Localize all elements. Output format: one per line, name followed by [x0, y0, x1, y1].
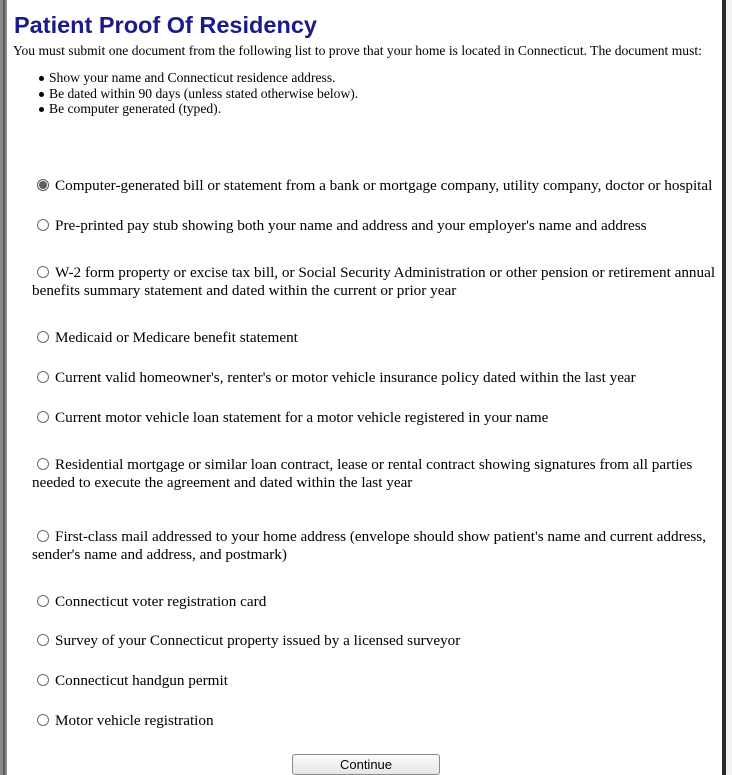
- option-label: Survey of your Connecticut property issued by a licensed surveyor: [55, 632, 461, 649]
- radio-button[interactable]: [37, 458, 49, 470]
- option-vehicle-registration[interactable]: [32, 712, 718, 730]
- option-label: Connecticut handgun permit: [55, 672, 228, 689]
- radio-button[interactable]: [37, 179, 49, 191]
- requirement-item: Be computer generated (typed).: [13, 101, 358, 117]
- option-label: Current valid homeowner's, renter's or motor vehicle insurance policy dated within the last year: [55, 369, 636, 386]
- radio-button[interactable]: [37, 530, 49, 542]
- option-pay-stub[interactable]: [32, 217, 718, 235]
- option-label: Medicaid or Medicare benefit statement: [55, 329, 298, 346]
- option-label: Motor vehicle registration: [55, 712, 214, 729]
- option-mortgage-lease[interactable]: [32, 456, 718, 492]
- option-medicaid-medicare[interactable]: [32, 329, 718, 347]
- radio-button[interactable]: [37, 634, 49, 646]
- option-handgun-permit[interactable]: [32, 672, 718, 690]
- page-title: Patient Proof Of Residency: [14, 12, 317, 38]
- radio-button[interactable]: [37, 219, 49, 231]
- window-right-edge: [722, 0, 732, 775]
- option-label: Computer-generated bill or statement from a bank or mortgage company, utility company, doctor or hospital: [55, 177, 713, 194]
- radio-button[interactable]: [37, 674, 49, 686]
- radio-button[interactable]: [37, 595, 49, 607]
- option-property-survey[interactable]: [32, 632, 718, 650]
- requirement-item: Be dated within 90 days (unless stated otherwise below).: [13, 86, 358, 102]
- option-label: Current motor vehicle loan statement for a motor vehicle registered in your name: [55, 409, 549, 426]
- radio-button[interactable]: [37, 411, 49, 423]
- page-content: [13, 0, 718, 775]
- radio-button[interactable]: [37, 714, 49, 726]
- option-label: W-2 form property or excise tax bill, or Social Security Administration or other pension or retirement annual benefits summary statement and dated within the current or prior year: [32, 264, 716, 299]
- requirement-item: Show your name and Connecticut residence address.: [13, 70, 358, 86]
- option-computer-generated-bill[interactable]: [32, 177, 718, 195]
- intro-text: You must submit one document from the following list to prove that your home is located in Connecticut. The document must:: [13, 43, 702, 58]
- requirements-list: [13, 70, 358, 117]
- option-label: Pre-printed pay stub showing both your name and address and your employer's name and address: [55, 217, 647, 234]
- window-left-edge: [0, 0, 7, 775]
- option-vehicle-loan[interactable]: [32, 409, 718, 427]
- continue-button[interactable]: Continue: [292, 754, 440, 775]
- option-voter-registration[interactable]: [32, 593, 718, 611]
- option-insurance-policy[interactable]: [32, 369, 718, 387]
- option-label: Residential mortgage or similar loan contract, lease or rental contract showing signatures from all parties needed to execute the agreement and dated within the last year: [32, 456, 693, 491]
- radio-button[interactable]: [37, 266, 49, 278]
- radio-button[interactable]: [37, 331, 49, 343]
- option-first-class-mail[interactable]: [32, 528, 718, 564]
- option-label: First-class mail addressed to your home address (envelope should show patient's name and current address, sender's name and address, and postmark): [32, 528, 706, 563]
- radio-button[interactable]: [37, 371, 49, 383]
- option-w2-tax-bill[interactable]: [32, 264, 718, 300]
- option-label: Connecticut voter registration card: [55, 593, 267, 610]
